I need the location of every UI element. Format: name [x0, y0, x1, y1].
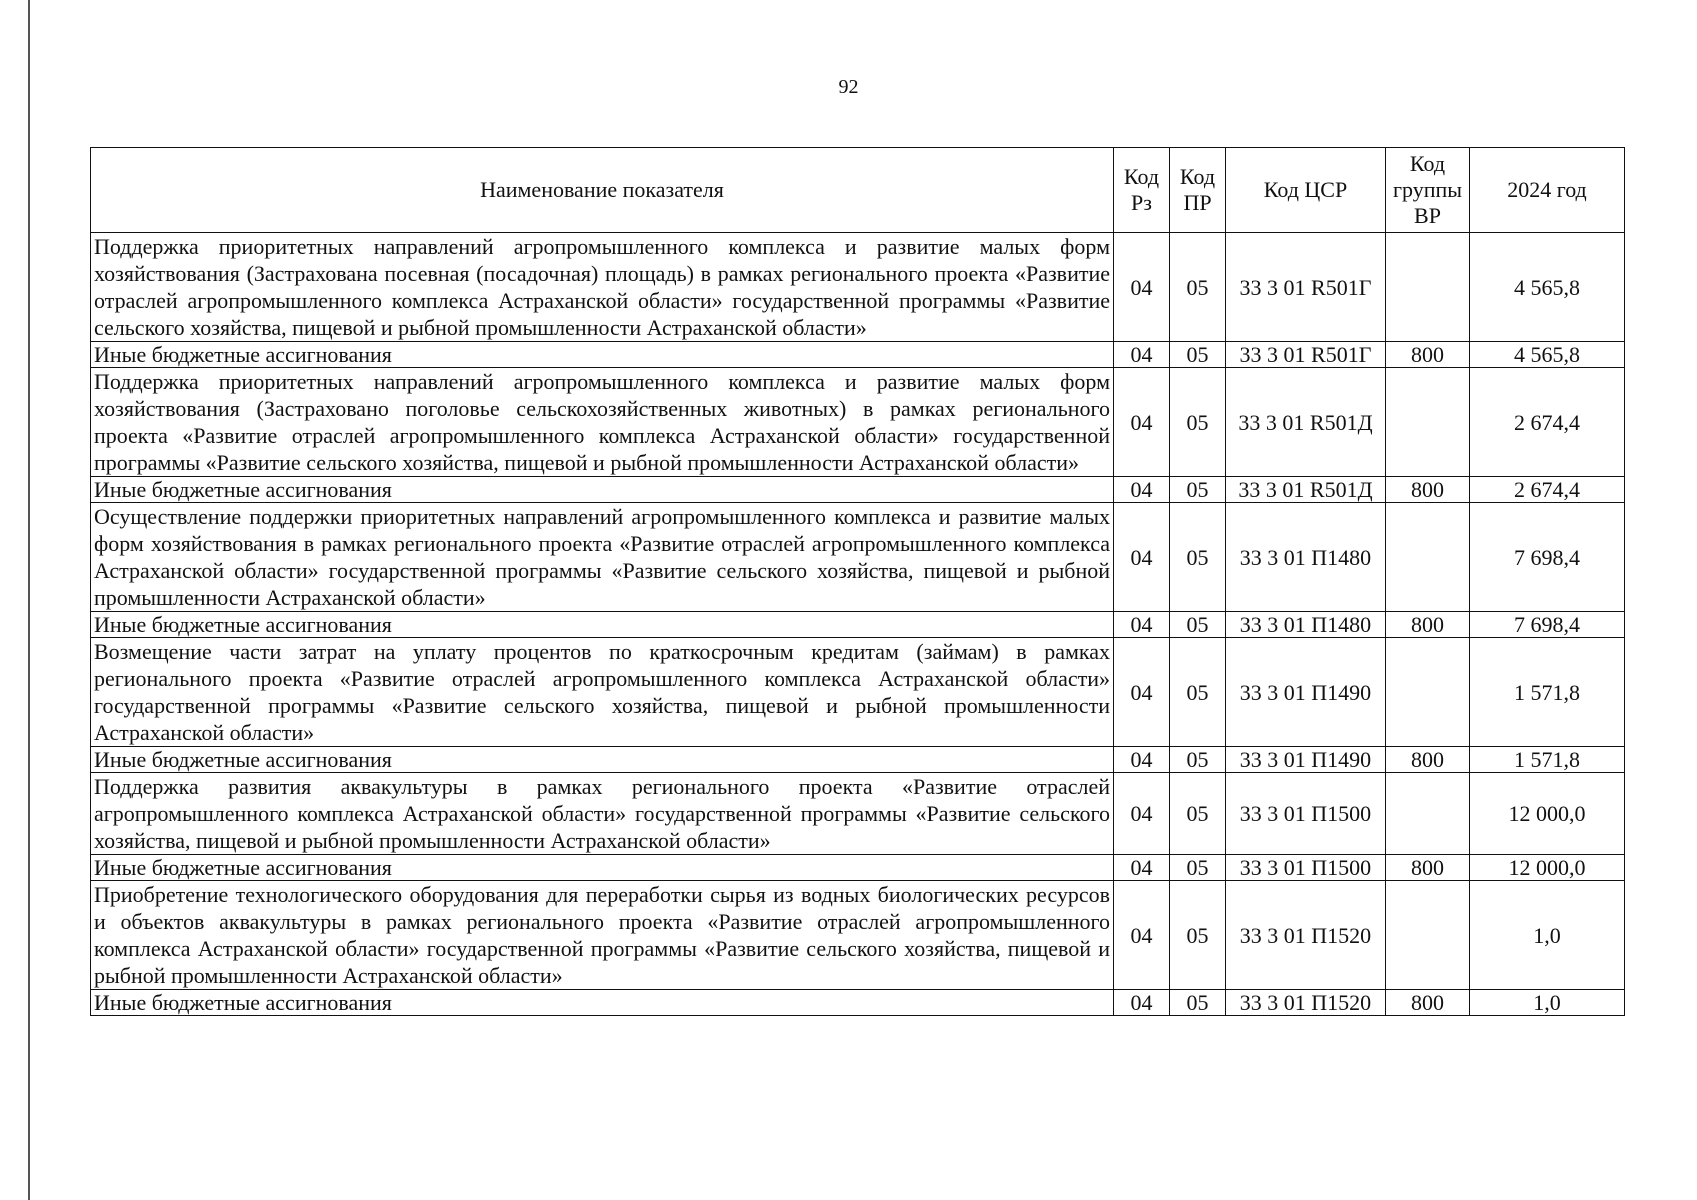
cell-name: Иные бюджетные ассигнования [91, 855, 1114, 881]
cell-pr: 05 [1170, 342, 1226, 368]
cell-name: Иные бюджетные ассигнования [91, 477, 1114, 503]
header-name: Наименование показателя [91, 148, 1114, 233]
header-pr: Код ПР [1170, 148, 1226, 233]
table-row [91, 368, 1625, 477]
table-row [91, 990, 1625, 1016]
budget-table [90, 147, 1625, 1016]
cell-amount: 12 000,0 [1470, 855, 1625, 881]
cell-rz: 04 [1114, 990, 1170, 1016]
cell-csr: 33 3 01 П1490 [1226, 747, 1386, 773]
cell-pr: 05 [1170, 747, 1226, 773]
cell-amount: 1,0 [1470, 881, 1625, 990]
cell-vr: 800 [1386, 990, 1470, 1016]
cell-amount: 12 000,0 [1470, 773, 1625, 855]
cell-rz: 04 [1114, 638, 1170, 747]
cell-amount: 4 565,8 [1470, 233, 1625, 342]
cell-pr: 05 [1170, 881, 1226, 990]
cell-csr: 33 3 01 R501Д [1226, 368, 1386, 477]
cell-name: Поддержка приоритетных направлений агропромышленного комплекса и развитие малых форм хозяйствования (Застрахована посевная (посадочная) площадь) в рамках регионального проекта «Развитие отраслей агропромышленного комплекса Астраханской области» государственной программы «Развитие сельского хозяйства, пищевой и рыбной промышленности Астраханской области» [91, 233, 1114, 342]
cell-vr [1386, 638, 1470, 747]
cell-rz: 04 [1114, 773, 1170, 855]
binding-margin-line [28, 0, 30, 1200]
cell-amount: 7 698,4 [1470, 503, 1625, 612]
cell-amount: 1,0 [1470, 990, 1625, 1016]
cell-vr: 800 [1386, 612, 1470, 638]
cell-pr: 05 [1170, 477, 1226, 503]
cell-csr: 33 3 01 П1480 [1226, 503, 1386, 612]
cell-pr: 05 [1170, 368, 1226, 477]
cell-name: Поддержка приоритетных направлений агропромышленного комплекса и развитие малых форм хозяйствования (Застраховано поголовье сельскохозяйственных животных) в рамках регионального проекта «Развитие отраслей агропромышленного комплекса Астраханской области» государственной программы «Развитие сельского хозяйства, пищевой и рыбной промышленности Астраханской области» [91, 368, 1114, 477]
cell-vr [1386, 881, 1470, 990]
table-row [91, 477, 1625, 503]
table-row [91, 342, 1625, 368]
table-row [91, 503, 1625, 612]
cell-csr: 33 3 01 П1490 [1226, 638, 1386, 747]
cell-pr: 05 [1170, 233, 1226, 342]
cell-name: Возмещение части затрат на уплату процентов по краткосрочным кредитам (займам) в рамках регионального проекта «Развитие отраслей агропромышленного комплекса Астраханской области» государственной программы «Развитие сельского хозяйства, пищевой и рыбной промышленности Астраханской области» [91, 638, 1114, 747]
cell-rz: 04 [1114, 881, 1170, 990]
cell-name: Иные бюджетные ассигнования [91, 990, 1114, 1016]
header-rz: Код Рз [1114, 148, 1170, 233]
cell-rz: 04 [1114, 477, 1170, 503]
cell-rz: 04 [1114, 747, 1170, 773]
cell-vr [1386, 368, 1470, 477]
cell-pr: 05 [1170, 638, 1226, 747]
table-row [91, 855, 1625, 881]
cell-name: Иные бюджетные ассигнования [91, 747, 1114, 773]
cell-vr: 800 [1386, 342, 1470, 368]
cell-rz: 04 [1114, 342, 1170, 368]
header-vr: Код группы ВР [1386, 148, 1470, 233]
cell-csr: 33 3 01 R501Г [1226, 233, 1386, 342]
cell-csr: 33 3 01 П1500 [1226, 855, 1386, 881]
cell-amount: 2 674,4 [1470, 477, 1625, 503]
header-csr: Код ЦСР [1226, 148, 1386, 233]
cell-rz: 04 [1114, 855, 1170, 881]
cell-rz: 04 [1114, 503, 1170, 612]
cell-pr: 05 [1170, 855, 1226, 881]
table-row [91, 638, 1625, 747]
cell-vr: 800 [1386, 477, 1470, 503]
cell-name: Приобретение технологического оборудования для переработки сырья из водных биологических ресурсов и объектов аквакультуры в рамках регионального проекта «Развитие отраслей агропромышленного комплекса Астраханской области» государственной программы «Развитие сельского хозяйства, пищевой и рыбной промышленности Астраханской области» [91, 881, 1114, 990]
cell-vr [1386, 233, 1470, 342]
cell-rz: 04 [1114, 612, 1170, 638]
cell-name: Поддержка развития аквакультуры в рамках регионального проекта «Развитие отраслей агропромышленного комплекса Астраханской области» государственной программы «Развитие сельского хозяйства, пищевой и рыбной промышленности Астраханской области» [91, 773, 1114, 855]
cell-csr: 33 3 01 П1480 [1226, 612, 1386, 638]
table-row [91, 233, 1625, 342]
cell-amount: 1 571,8 [1470, 747, 1625, 773]
cell-csr: 33 3 01 П1520 [1226, 990, 1386, 1016]
table-row [91, 881, 1625, 990]
cell-vr: 800 [1386, 855, 1470, 881]
cell-amount: 4 565,8 [1470, 342, 1625, 368]
cell-amount: 2 674,4 [1470, 368, 1625, 477]
table-header-row [91, 148, 1625, 233]
table-row [91, 773, 1625, 855]
cell-name: Иные бюджетные ассигнования [91, 342, 1114, 368]
cell-pr: 05 [1170, 990, 1226, 1016]
cell-name: Осуществление поддержки приоритетных направлений агропромышленного комплекса и развитие малых форм хозяйствования в рамках регионального проекта «Развитие отраслей агропромышленного комплекса Астраханской области» государственной программы «Развитие сельского хозяйства, пищевой и рыбной промышленности Астраханской области» [91, 503, 1114, 612]
page-number: 92 [838, 76, 859, 98]
cell-pr: 05 [1170, 503, 1226, 612]
cell-csr: 33 3 01 П1520 [1226, 881, 1386, 990]
cell-vr: 800 [1386, 747, 1470, 773]
cell-csr: 33 3 01 R501Г [1226, 342, 1386, 368]
table-row [91, 612, 1625, 638]
cell-pr: 05 [1170, 612, 1226, 638]
table-row [91, 747, 1625, 773]
cell-csr: 33 3 01 П1500 [1226, 773, 1386, 855]
header-year: 2024 год [1470, 148, 1625, 233]
cell-amount: 1 571,8 [1470, 638, 1625, 747]
cell-csr: 33 3 01 R501Д [1226, 477, 1386, 503]
cell-rz: 04 [1114, 368, 1170, 477]
cell-rz: 04 [1114, 233, 1170, 342]
cell-pr: 05 [1170, 773, 1226, 855]
cell-vr [1386, 773, 1470, 855]
cell-amount: 7 698,4 [1470, 612, 1625, 638]
cell-vr [1386, 503, 1470, 612]
cell-name: Иные бюджетные ассигнования [91, 612, 1114, 638]
